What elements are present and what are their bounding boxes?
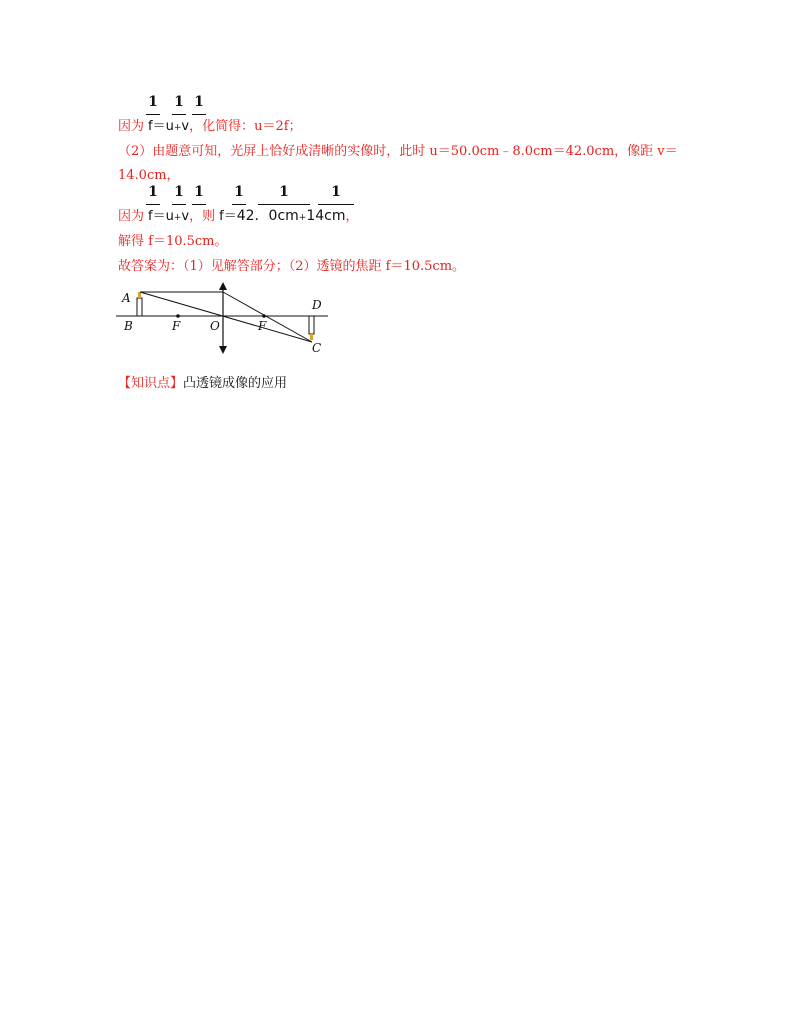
label-A: A (122, 291, 131, 305)
denominator-42cm: 42．0cm (236, 208, 299, 224)
symbol-v: v (181, 119, 190, 134)
paragraph-line-2: （2）由题意可知，光屏上恰好成清晰的实像时，此时 u＝50.0cm﹣8.0cm＝42.0cm，像距 v＝ (118, 144, 678, 159)
object-candle (137, 298, 142, 316)
lens-ray-diagram (116, 282, 336, 354)
knowledge-title: 知识点 (131, 376, 171, 391)
paragraph-line-3: 14.0cm， (118, 168, 180, 183)
symbol-f: f (148, 119, 153, 134)
image-flame (310, 334, 313, 340)
focus-point-right (262, 314, 266, 318)
symbol-plus: + (173, 213, 182, 223)
ray-through-center (140, 292, 312, 342)
text-comma: ， (345, 209, 359, 224)
text-because: 因为 (118, 119, 145, 134)
paragraph-line-5: 解得 f＝10.5cm。 (118, 234, 228, 249)
text-because: 因为 (118, 209, 145, 224)
symbol-plus: + (298, 213, 307, 223)
fraction-numerator-f2: 1 (234, 184, 244, 200)
answer-summary: 故答案为：（1）见解答部分；（2）透镜的焦距 f＝10.5cm。 (118, 259, 466, 274)
symbol-equals: ＝ (152, 119, 166, 134)
label-O: O (210, 319, 220, 333)
label-B: B (124, 319, 133, 333)
fraction-numerator-u: 1 (174, 94, 184, 110)
symbol-u: u (165, 209, 174, 224)
symbol-v: v (181, 209, 190, 224)
symbol-equals: ＝ (152, 209, 166, 224)
label-C: C (312, 341, 322, 354)
fraction-numerator-v: 1 (194, 184, 204, 200)
bracket-open: 【 (118, 376, 132, 391)
fraction-numerator-d2: 1 (331, 184, 341, 200)
bracket-close: 】 (170, 376, 184, 391)
fraction-numerator-f: 1 (148, 184, 158, 200)
knowledge-text: 凸透镜成像的应用 (183, 376, 288, 391)
image-candle (309, 316, 314, 334)
symbol-f: f (219, 209, 224, 224)
label-F-right: F (258, 319, 267, 333)
ray-refracted (223, 292, 312, 342)
object-flame (138, 292, 141, 298)
symbol-u: u (165, 119, 174, 134)
equation-text-1 (118, 115, 302, 134)
label-F-left: F (172, 319, 181, 333)
symbol-equals: ＝ (223, 209, 237, 224)
equation-text-4 (118, 205, 359, 225)
label-D: D (312, 298, 322, 312)
symbol-plus: + (173, 123, 182, 133)
fraction-numerator-v: 1 (194, 94, 204, 110)
lens-arrow-bottom (219, 346, 227, 354)
denominator-14cm: 14cm (306, 208, 346, 224)
text-simplify: ，化简得：u＝2f； (189, 119, 302, 134)
fraction-numerator-d1: 1 (279, 184, 289, 200)
fraction-numerator-u: 1 (174, 184, 184, 200)
knowledge-point (118, 372, 287, 391)
fraction-numerator-f: 1 (148, 94, 158, 110)
lens-arrow-top (219, 282, 227, 290)
focus-point-left (176, 314, 180, 318)
text-then: ，则 (189, 209, 216, 224)
symbol-f: f (148, 209, 153, 224)
